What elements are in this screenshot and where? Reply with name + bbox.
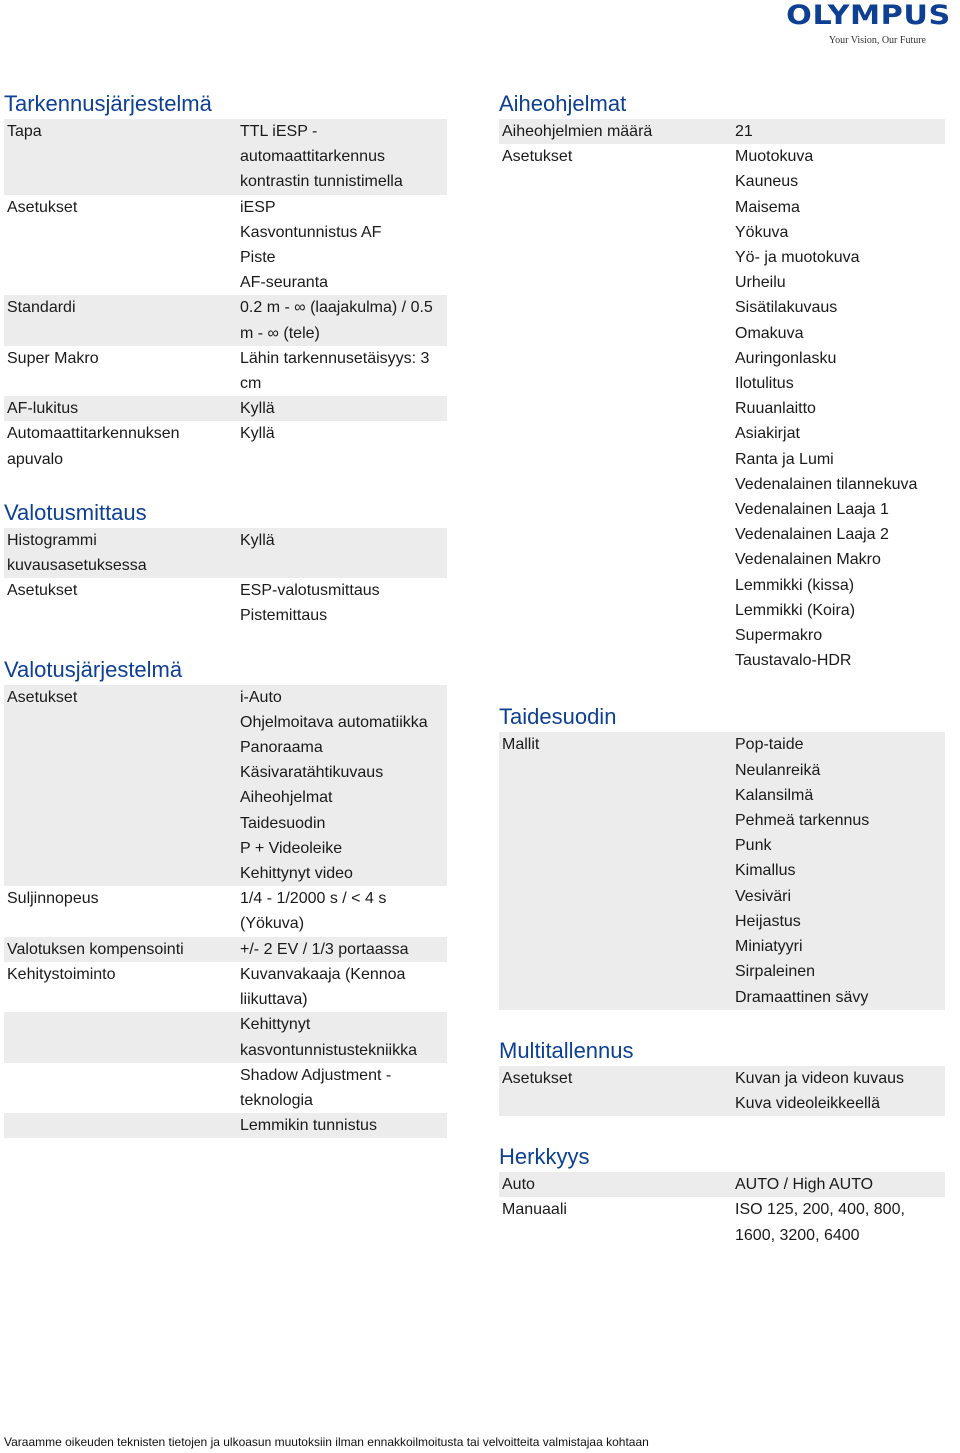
spec-table-valotusmittaus (4, 528, 447, 629)
spec-label (4, 195, 237, 296)
spec-row (499, 732, 945, 1009)
brand-name: OLYMPUS (786, 0, 952, 31)
spec-row (4, 421, 447, 471)
spec-value-line: Muotokuva (735, 148, 814, 166)
spec-row (4, 1113, 447, 1138)
spec-label (499, 1066, 732, 1116)
spec-value-line: Ohjelmoitava automatiikka (240, 713, 428, 731)
spec-value (237, 937, 447, 962)
spec-value-line: Asiakirjat (735, 425, 800, 443)
spec-value (237, 1063, 447, 1113)
spec-value-line: Taustavalo-HDR (735, 652, 852, 670)
spec-label (4, 886, 237, 936)
spec-label-line: Valotuksen kompensointi (7, 940, 184, 958)
spec-value-line: Lähin tarkennusetäisyys: 3 (240, 349, 430, 367)
spec-value-line: Kyllä (240, 425, 275, 443)
spec-label (4, 962, 237, 1012)
spec-table-taidesuodin (499, 732, 945, 1009)
spec-value-line: Aiheohjelmat (240, 789, 333, 807)
spec-value-line: Miniatyyri (735, 938, 803, 956)
section-title-herkkyys: Herkkyys (499, 1144, 590, 1170)
spec-label (4, 1012, 237, 1062)
disclaimer-footer: Varaamme oikeuden teknisten tietojen ja ulkoasun muutoksiin ilman ennakkoilmoitusta tai velvoitteita valmistajaa kohtaan (4, 1435, 649, 1449)
spec-label-line: Mallit (502, 736, 540, 754)
spec-row (4, 195, 447, 296)
section-title-multitallennus: Multitallennus (499, 1037, 634, 1063)
spec-label-line: Asetukset (7, 688, 78, 706)
spec-label (499, 732, 732, 1009)
spec-row (4, 295, 447, 345)
spec-value-line: Sirpaleinen (735, 963, 816, 981)
section-title-taidesuodin: Taidesuodin (499, 704, 617, 730)
spec-value-line: 1/4 - 1/2000 s / < 4 s (240, 890, 387, 908)
spec-value-line: Kasvontunnistus AF (240, 223, 382, 241)
spec-value (237, 1012, 447, 1062)
spec-value (237, 528, 447, 578)
spec-value-line: Kyllä (240, 400, 275, 418)
spec-value-line: Käsivaratähtikuvaus (240, 764, 384, 782)
spec-value-line: Vesiväri (735, 887, 792, 905)
spec-table-aiheohjelmat (499, 119, 945, 673)
spec-value (732, 119, 945, 144)
spec-value-line: Lemmikki (Koira) (735, 601, 856, 619)
spec-row (499, 1197, 945, 1247)
spec-value-line: Piste (240, 249, 276, 267)
spec-value-line: Neulanreikä (735, 761, 821, 779)
spec-label (4, 1113, 237, 1138)
spec-label (4, 1063, 237, 1113)
spec-label-line: Asetukset (502, 148, 573, 166)
spec-label-line: kuvausasetuksessa (7, 557, 147, 575)
spec-value-line: Yö- ja muotokuva (735, 249, 860, 267)
spec-label-line: Manuaali (502, 1201, 567, 1219)
spec-value (732, 1066, 945, 1116)
spec-value-line: kontrastin tunnistimella (240, 173, 403, 191)
spec-table-multitallennus (499, 1066, 945, 1116)
spec-value-line: P + Videoleike (240, 839, 343, 857)
spec-table-tarkennusjarjestelma (4, 119, 447, 472)
spec-value-line: m - ∞ (tele) (240, 324, 320, 342)
spec-value-line: Supermakro (735, 627, 823, 645)
spec-label-line: Kehitystoiminto (7, 965, 116, 983)
section-title-tarkennusjarjestelma: Tarkennusjärjestelmä (4, 91, 212, 116)
left-column (4, 88, 447, 1138)
spec-value-line: Kuva videoleikkeellä (735, 1094, 880, 1112)
spec-label (499, 1197, 732, 1247)
spec-value (732, 1197, 945, 1247)
spec-value-line: Shadow Adjustment - (240, 1066, 392, 1084)
spec-value-line: AUTO / High AUTO (735, 1176, 874, 1194)
spec-value-line: Kyllä (240, 531, 275, 549)
spec-value-line: Maisema (735, 198, 800, 216)
spec-value (237, 195, 447, 296)
spec-value (732, 732, 945, 1009)
spec-label (4, 295, 237, 345)
spec-value-line: 21 (735, 123, 753, 140)
spec-value-line: iESP (240, 198, 276, 216)
spec-value-line: Ruuanlaitto (735, 400, 816, 418)
spec-value-line: Kehittynyt (240, 1016, 311, 1034)
spec-label (4, 119, 237, 195)
spec-value-line: Vedenalainen Makro (735, 551, 881, 569)
spec-value (732, 1172, 945, 1197)
spec-label-line: apuvalo (7, 450, 64, 468)
spec-label-line (7, 1113, 235, 1138)
spec-value-line: kasvontunnistustekniikka (240, 1041, 417, 1059)
spec-value-line: Dramaattinen sävy (735, 988, 869, 1006)
spec-label (4, 396, 237, 421)
spec-value-line: Vedenalainen Laaja 2 (735, 526, 889, 544)
brand-logo (784, 2, 954, 46)
spec-row (4, 937, 447, 962)
spec-value-line: Ranta ja Lumi (735, 450, 834, 468)
spec-label-line: Asetukset (502, 1069, 573, 1087)
spec-row (4, 685, 447, 887)
spec-value-line: Vedenalainen tilannekuva (735, 475, 918, 493)
spec-row (499, 1066, 945, 1116)
spec-value-line: Lemmikin tunnistus (240, 1117, 377, 1135)
spec-table-valotusjarjestelma (4, 685, 447, 1139)
spec-label-line: Automaattitarkennuksen (7, 425, 180, 443)
spec-label (4, 937, 237, 962)
spec-value-line: Kimallus (735, 862, 796, 880)
spec-row (4, 578, 447, 628)
spec-label (499, 119, 732, 144)
spec-label-line: AF-lukitus (7, 400, 79, 418)
spec-label-line: Asetukset (7, 582, 78, 600)
spec-label-line: Suljinnopeus (7, 890, 99, 908)
spec-value-line: i-Auto (240, 688, 282, 706)
spec-value-line: cm (240, 375, 262, 393)
spec-value-line: Pehmeä tarkennus (735, 812, 870, 830)
spec-label (4, 578, 237, 628)
spec-row (4, 1012, 447, 1062)
spec-value-line: Kauneus (735, 173, 799, 191)
spec-row (499, 144, 945, 673)
spec-row (4, 346, 447, 396)
spec-label-line: Super Makro (7, 349, 99, 367)
spec-value-line: (Yökuva) (240, 915, 305, 933)
spec-value-line: Urheilu (735, 274, 786, 292)
spec-label-line: Histogrammi (7, 531, 97, 549)
spec-row (4, 119, 447, 195)
spec-value-line: Lemmikki (kissa) (735, 576, 855, 594)
spec-value (237, 685, 447, 887)
spec-label-line: Tapa (7, 123, 42, 140)
spec-value-line: Heijastus (735, 912, 801, 930)
spec-value-line: liikuttava) (240, 991, 308, 1009)
spec-value (237, 962, 447, 1012)
spec-value-line: Auringonlasku (735, 349, 837, 367)
spec-value-line: Kuvanvakaaja (Kennoa (240, 965, 406, 983)
spec-label-line (7, 1012, 235, 1037)
section-title-valotusjarjestelma: Valotusjärjestelmä (4, 656, 183, 682)
spec-value-line: Vedenalainen Laaja 1 (735, 501, 889, 519)
spec-row (4, 1063, 447, 1113)
section-title-valotusmittaus: Valotusmittaus (4, 499, 147, 525)
spec-row (499, 1172, 945, 1197)
spec-value-line: Kehittynyt video (240, 865, 353, 883)
spec-value-line: Pistemittaus (240, 607, 328, 625)
spec-value-line: teknologia (240, 1091, 313, 1109)
spec-value (237, 421, 447, 471)
spec-row (4, 528, 447, 578)
spec-value-line: Kuvan ja videon kuvaus (735, 1069, 904, 1087)
spec-label-line: Auto (502, 1176, 535, 1194)
spec-value-line: TTL iESP - (240, 123, 318, 140)
spec-value-line: Yökuva (735, 223, 789, 241)
spec-label-line (7, 1063, 235, 1088)
right-column (499, 88, 945, 1248)
spec-value (237, 396, 447, 421)
spec-value-line: 0.2 m - ∞ (laajakulma) / 0.5 (240, 299, 433, 317)
spec-label-line: Aiheohjelmien määrä (502, 123, 653, 140)
spec-label-line: Asetukset (7, 198, 78, 216)
spec-label-line: Standardi (7, 299, 76, 317)
spec-label (4, 346, 237, 396)
spec-value (732, 144, 945, 673)
spec-value (237, 1113, 447, 1138)
spec-value-line: 1600, 3200, 6400 (735, 1226, 860, 1244)
spec-value-line: ESP-valotusmittaus (240, 582, 380, 600)
spec-value (237, 886, 447, 936)
spec-value-line: Ilotulitus (735, 375, 794, 393)
spec-table-herkkyys (499, 1172, 945, 1248)
spec-value (237, 119, 447, 195)
spec-value-line: AF-seuranta (240, 274, 329, 292)
spec-value (237, 346, 447, 396)
spec-row (4, 962, 447, 1012)
spec-row (4, 396, 447, 421)
spec-label (499, 1172, 732, 1197)
spec-value-line: automaattitarkennus (240, 148, 385, 166)
spec-value-line: Omakuva (735, 324, 804, 342)
spec-row (4, 886, 447, 936)
spec-value-line: +/- 2 EV / 1/3 portaassa (240, 940, 409, 958)
spec-label (4, 685, 237, 887)
spec-value (237, 578, 447, 628)
spec-value-line: Sisätilakuvaus (735, 299, 838, 317)
spec-value-line: Pop-taide (735, 736, 804, 754)
spec-value-line: Taidesuodin (240, 814, 326, 832)
spec-value-line: Kalansilmä (735, 786, 814, 804)
brand-tagline: Your Vision, Our Future (828, 35, 926, 46)
spec-value-line: ISO 125, 200, 400, 800, (735, 1201, 905, 1219)
spec-value (237, 295, 447, 345)
spec-label (4, 528, 237, 578)
section-title-aiheohjelmat: Aiheohjelmat (499, 91, 627, 116)
spec-value-line: Panoraama (240, 739, 323, 757)
spec-label (4, 421, 237, 471)
spec-label (499, 144, 732, 673)
spec-value-line: Punk (735, 837, 772, 855)
spec-row (499, 119, 945, 144)
